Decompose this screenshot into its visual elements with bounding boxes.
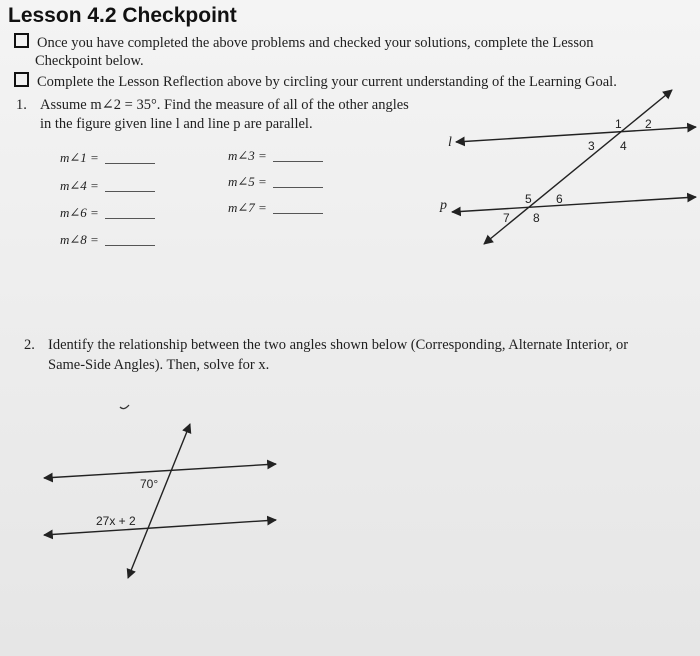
question-text: Assume m∠2 = 35°. Find the measure of all of the other angles (40, 97, 409, 113)
angle-1-label: 1 (615, 117, 622, 131)
page-title: Lesson 4.2 Checkpoint (8, 4, 237, 27)
angle-expression-label: 27x + 2 (96, 514, 136, 528)
checklist-text: Checkpoint below. (35, 53, 144, 69)
angle-relationship-figure (44, 405, 276, 578)
answer-label: m∠4 = (60, 178, 99, 193)
checklist-text: Once you have completed the above problems and checked your solutions, complete the Lesson (37, 35, 594, 51)
angle-2-label: 2 (645, 117, 652, 131)
angle-4-label: 4 (620, 139, 627, 153)
question-number: 1. (16, 97, 27, 113)
angle-3-label: 3 (588, 139, 595, 153)
transversal (484, 90, 672, 244)
question-text: Same-Side Angles). Then, solve for x. (48, 357, 270, 373)
transversal (128, 424, 190, 578)
answer-label: m∠1 = (60, 150, 99, 165)
top-line (44, 464, 276, 478)
question-text: in the figure given line l and line p are parallel. (40, 116, 313, 132)
answer-label: m∠3 = (228, 148, 267, 163)
answer-label: m∠6 = (60, 205, 99, 220)
answer-label: m∠7 = (228, 200, 267, 215)
answer-label: m∠8 = (60, 232, 99, 247)
angle-70-label: 70° (140, 477, 159, 491)
line-p-label: p (440, 198, 447, 213)
angle-5-label: 5 (525, 192, 532, 206)
angle-8-label: 8 (533, 211, 540, 225)
angle-7-label: 7 (503, 211, 510, 225)
question-number: 2. (24, 337, 35, 353)
line-l-label: l (448, 135, 452, 150)
angle-6-label: 6 (556, 192, 563, 206)
bottom-line (44, 520, 276, 535)
checklist-text: Complete the Lesson Reflection above by circling your current understanding of the Learning Goal. (37, 74, 617, 90)
line-l (456, 127, 696, 142)
question-text: Identify the relationship between the two angles shown below (Corresponding, Alternate Interior, or (48, 337, 629, 353)
answer-label: m∠5 = (228, 174, 267, 189)
pen-mark-icon (120, 405, 129, 409)
line-p (452, 197, 696, 212)
parallel-lines-figure (439, 90, 696, 244)
